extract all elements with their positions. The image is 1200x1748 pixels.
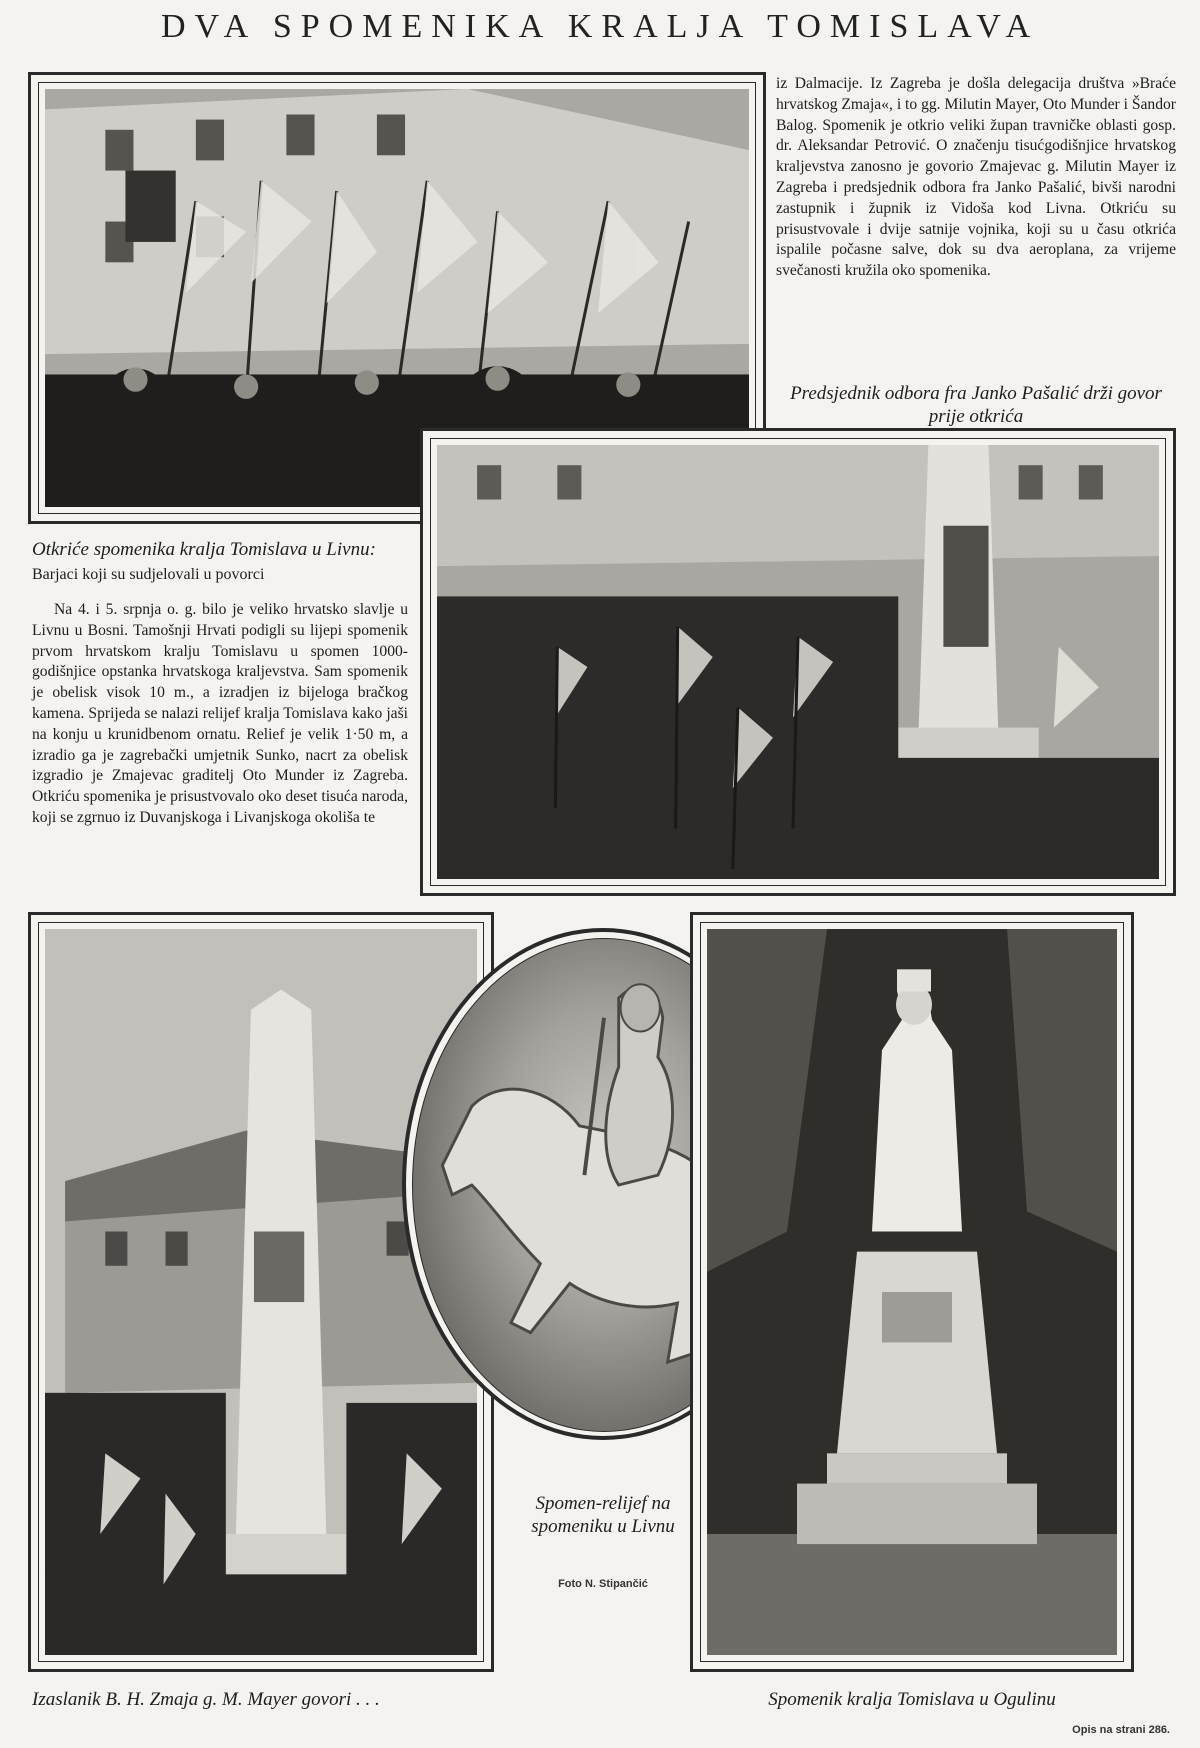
caption-president-speech: Predsjednik odbora fra Janko Pašalić drži govor prije otkrića bbox=[790, 383, 1162, 427]
caption-relief: Spomen-relijef na spomeniku u Livnu bbox=[531, 1493, 675, 1537]
footer-page-reference: Opis na strani 286. bbox=[1072, 1724, 1170, 1736]
photo-frame-bottom-right bbox=[690, 912, 1134, 1672]
article-right-column: iz Dalmacije. Iz Zagreba je došla delegacija društva »Braće hrvatskog Zmaja«, i to gg. Milutin Mayer, Oto Munder i Šandor Balog. Spomenik je otkrio veliki župan travničke oblasti gosp. dr. Aleksandar Petrović. O značenju tisućgodišnjice hrvatskog kraljevstva zanosno je govorio Zmajevac g. Milutin Mayer iz Zagreba i predsjednik odbora fra Janko Pašalić, bivši narodni zastupnik i župnik iz Vidoša kod Livna. Otkriću su prisustvovale i dvije satnije vojnika, koji su u času otkrića ispalile počasne salve, dok su dva aeroplana, za vrijeme svečanosti kružila oko spomenika. bbox=[776, 75, 1176, 280]
caption-ogulin-monument: Spomenik kralja Tomislava u Ogulinu bbox=[768, 1689, 1056, 1710]
statue-of-king-photo-icon bbox=[707, 929, 1117, 1655]
caption-flags-procession: Otkriće spomenika kralja Tomislava u Livnu: Barjaci koji su sudjelovali u povorci bbox=[32, 539, 376, 583]
article-left-column: Na 4. i 5. srpnja o. g. bilo je veliko hrvatsko slavlje u Livnu u Bosni. Tamošnji Hrvati podigli su lijepi spomenik prvom hrvatskom kralju Tomislavu u spomen 1000-godišnjice opstanka hrvatskoga kraljevstva. Sam spomenik je obelisk visok 10 m., a izradjen iz bijeloga bračkog kamena. Sprijeda se nalazi relijef kralja Tomislava kako jaši na konju u krunidbenom ornatu. Relief je velik 1·50 m, a izradio ga je zagrebački umjetnik Sunko, nacrt za obelisk izgradio je Zmajevac graditelj Oto Munder iz Zagreba. Otkriću spomenika je prisustvovalo oko deset tisuća naroda, koji se zgrnuo iz Duvanjskoga i Livanjskoga okoliša te bbox=[32, 601, 408, 826]
photo-frame-top-right bbox=[420, 428, 1176, 896]
page-title: DVA SPOMENIKA KRALJA TOMISLAVA bbox=[160, 8, 1040, 45]
obelisk-crowd-photo-icon bbox=[437, 445, 1159, 879]
caption-relief-credit: Foto N. Stipančić bbox=[558, 1578, 648, 1590]
caption-mayer-speech: Izaslanik B. H. Zmaja g. M. Mayer govori . . . bbox=[32, 1689, 380, 1710]
